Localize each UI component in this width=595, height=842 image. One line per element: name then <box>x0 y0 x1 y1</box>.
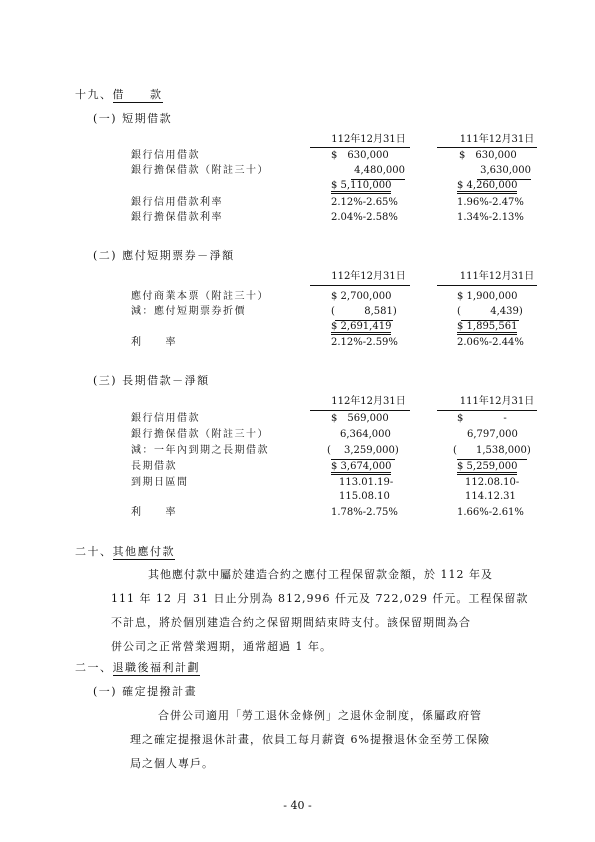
row-label: 到期日區間 <box>131 477 189 488</box>
discount-value-2022: ( 4,439) <box>457 305 532 321</box>
total-value: $ 5,110,000 <box>331 180 391 194</box>
row-value: 8,581 <box>335 305 393 321</box>
paragraph-line: 局之個人專戶。 <box>130 757 214 770</box>
row-value: 1.96%-2.47% <box>457 197 524 208</box>
row-value: $ 1,900,000 <box>457 291 518 302</box>
row-value: 112.08.10- <box>465 477 520 488</box>
total-value: $ 4,260,000 <box>457 180 517 194</box>
row-value: 1.34%-2.13% <box>457 212 524 223</box>
col-header-2022: 111年12月31日 <box>459 271 535 282</box>
section-20-prefix: 二十、 <box>75 545 113 558</box>
col-header-2023: 112年12月31日 <box>331 271 406 282</box>
row-value: 6,364,000 <box>340 429 391 440</box>
section-21-title: 退職後福利計劃 <box>112 661 200 674</box>
section-21-prefix: 二一、 <box>75 661 113 674</box>
subsection-short-term-heading: (一) 短期借款 <box>93 112 173 125</box>
row-value: 115.08.10 <box>339 491 390 502</box>
row-value: 4,439 <box>461 305 519 321</box>
row-value: 2.12%-2.65% <box>331 197 398 208</box>
row-value: $ 630,000 <box>331 150 389 161</box>
row-label: 應付商業本票（附註三十） <box>131 291 269 302</box>
row-label: 銀行擔保借款（附註三十） <box>131 429 269 440</box>
row-value: 114.12.31 <box>465 491 516 502</box>
total-value: $ 3,674,000 <box>331 461 391 475</box>
discount-value-2023: ( 8,581) <box>331 305 406 321</box>
row-label: 減：一年內到期之長期借款 <box>131 445 269 456</box>
row-value: 1,538,000 <box>457 444 527 460</box>
paragraph-line: 其他應付款中屬於建造合約之應付工程保留款金額，於 112 年及 <box>148 568 493 581</box>
row-value: 2.06%-2.44% <box>457 337 524 348</box>
row-value: 3,259,000 <box>331 444 395 460</box>
row-value: $ 569,000 <box>331 413 389 424</box>
row-label: 銀行信用借款 <box>131 413 200 424</box>
row-label: 銀行擔保借款利率 <box>131 212 223 223</box>
subsection-notes-payable-heading: (二) 應付短期票券－淨額 <box>93 249 235 262</box>
row-label: 銀行信用借款 <box>131 150 200 161</box>
row-value: $ - <box>457 413 507 424</box>
total-value: $ 2,691,419 <box>331 321 391 335</box>
header-rule <box>437 147 537 148</box>
row-value: 3,630,000 <box>477 164 531 180</box>
row-label: 利 率 <box>131 507 177 518</box>
section-19-prefix: 十九、 <box>75 88 113 101</box>
row-value: 6,797,000 <box>467 429 518 440</box>
section-19-title: 借 款 <box>112 88 163 101</box>
paragraph-line: 併公司之正常營業週期，通常超過 1 年。 <box>111 640 332 653</box>
row-value: 4,480,000 <box>351 164 405 180</box>
header-rule <box>437 285 537 286</box>
row-label: 減：應付短期票券折價 <box>131 306 246 317</box>
page-number: - 40 - <box>283 799 312 812</box>
row-value: 1.78%-2.75% <box>331 507 398 518</box>
paragraph-line: 合併公司適用「勞工退休金條例」之退休金制度，係屬政府管 <box>158 709 482 722</box>
row-value: 2.12%-2.59% <box>331 337 398 348</box>
row-value: $ 630,000 <box>459 150 517 161</box>
col-header-2022: 111年12月31日 <box>459 134 535 145</box>
row-label: 銀行信用借款利率 <box>131 197 223 208</box>
paragraph-line: 111 年 12 月 31 日止分別為 812,996 仟元及 722,029 仟元。工程保留款 <box>111 592 529 605</box>
header-rule <box>310 410 410 411</box>
current-portion-2023: ( 3,259,000) <box>327 444 407 460</box>
total-value: $ 1,895,561 <box>457 321 517 335</box>
header-rule <box>437 410 537 411</box>
paragraph-line: 理之確定提撥退休計畫，依員工每月薪資 6%提撥退休金至勞工保險 <box>130 733 490 746</box>
header-rule <box>310 147 410 148</box>
total-value: $ 5,259,000 <box>457 461 517 475</box>
row-label: 利 率 <box>131 337 177 348</box>
col-header-2023: 112年12月31日 <box>331 396 406 407</box>
row-label: 長期借款 <box>131 461 177 472</box>
row-value: $ 2,700,000 <box>331 291 392 302</box>
section-20-heading <box>75 545 175 559</box>
row-value: 1.66%-2.61% <box>457 507 524 518</box>
subsection-long-term-heading: (三) 長期借款－淨額 <box>93 374 210 387</box>
header-rule <box>310 285 410 286</box>
col-header-2022: 111年12月31日 <box>459 396 535 407</box>
section-20-title: 其他應付款 <box>112 545 175 558</box>
section-21-heading <box>75 661 200 675</box>
section-19-heading <box>75 88 163 102</box>
paragraph-line: 不計息，將於個別建造合約之保留期間結束時支付。該保留期間為合 <box>111 616 471 629</box>
col-header-2023: 112年12月31日 <box>331 134 406 145</box>
row-value: 113.01.19- <box>339 477 394 488</box>
row-label: 銀行擔保借款（附註三十） <box>131 165 269 176</box>
subsection-defined-contribution-heading: (一) 確定提撥計畫 <box>93 685 198 698</box>
current-portion-2022: ( 1,538,000) <box>453 444 533 460</box>
row-value: 2.04%-2.58% <box>331 212 398 223</box>
